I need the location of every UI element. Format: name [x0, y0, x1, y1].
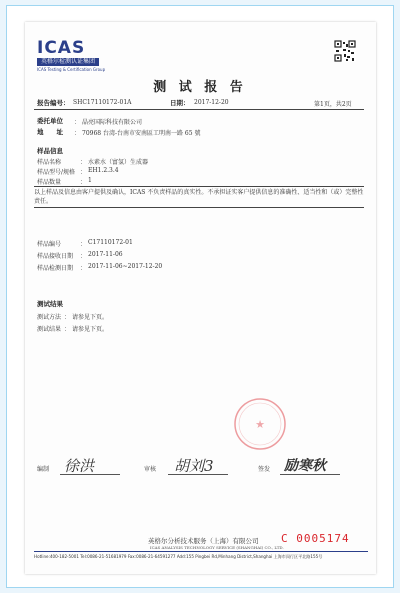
issued-label: 签发 — [258, 466, 271, 473]
reviewed-label: 审核 — [144, 466, 157, 473]
results-heading: 测试结果 — [37, 300, 63, 308]
sign-line — [60, 474, 120, 475]
compiled-label: 编制 — [37, 466, 50, 473]
sample-model: EH1.2.3.4 — [88, 167, 119, 174]
sign-line — [168, 474, 228, 475]
report-no: SHC17110172-01A — [73, 99, 132, 106]
sample-name: 水素水（富氢）生成器 — [88, 159, 149, 166]
client-name: 晶亮国际科技有限公司 — [82, 119, 143, 126]
company-seal — [232, 396, 288, 452]
receive-date-label: 样品接收日期 — [37, 253, 74, 260]
divider — [34, 207, 364, 208]
sample-info-heading: 样品信息 — [37, 147, 63, 155]
test-date: 2017-11-06~2017-12-20 — [88, 263, 163, 270]
reviewed-signature: 胡刘3 — [174, 457, 214, 475]
serial-number: C 0005174 — [281, 532, 350, 545]
sample-name-label: 样品名称 — [37, 159, 62, 166]
svg-text:★: ★ — [255, 418, 265, 431]
receive-date: 2017-11-06 — [88, 251, 123, 258]
footer-company-en: ICAS ANALYSIS TECHNOLOGY SERVICE (SHANGHAI) CO., LTD. — [150, 545, 284, 550]
divider — [34, 186, 364, 187]
sign-line — [280, 474, 340, 475]
report-no-label: 报告编号： — [37, 99, 70, 107]
sample-qty: 1 — [88, 177, 92, 184]
report-title: 测 试 报 告 — [153, 80, 247, 95]
client-label: 委托单位 — [37, 117, 63, 125]
logo-sub: ICAS Testing & Certification Group — [37, 67, 106, 72]
client-address: 70968 台湾-台南市安南區工明南一路 65 號 — [82, 130, 201, 137]
test-result-label: 测试结果 — [37, 326, 62, 333]
icas-logo — [37, 38, 106, 72]
divider — [34, 109, 364, 110]
test-date-label: 样品检测日期 — [37, 265, 74, 272]
sample-number-label: 样品编号 — [37, 241, 62, 248]
page-indicator: 第1页，共2页 — [314, 101, 352, 108]
report-date: 2017-12-20 — [194, 99, 229, 106]
issued-signature: 励寒秋 — [284, 458, 326, 474]
test-method-label: 测试方法 — [37, 314, 62, 321]
qr-code-icon — [334, 40, 356, 62]
footer-contact: Hotline:400-182-5001 Tel:0086-21-51681979 Fax:0086-21-64591277 Add:155 Pingbei Rd,Minhang District,Shanghai 上海市闵行区平北路155号 — [34, 554, 323, 559]
disclaimer: 以上样品及信息由客户提供及确认，ICAS 不负责样品的真实性。不承担证实客户提供信息的准确性、适当性和（或）完整性责任。 — [34, 189, 364, 205]
logo-band: 英格尔检测认证集团 — [37, 58, 99, 66]
test-result: 请参见下页。 — [72, 326, 109, 333]
address-label: 地 址 — [37, 128, 63, 136]
date-label: 日期： — [170, 99, 190, 107]
sample-qty-label: 样品数量 — [37, 179, 62, 186]
sample-number: C17110172-01 — [88, 239, 133, 246]
sample-model-label: 样品型号/规格 — [37, 169, 76, 176]
logo-text: ICAS — [37, 38, 86, 58]
divider — [34, 551, 368, 552]
compiled-signature: 徐洪 — [64, 457, 95, 475]
test-method: 请参见下页。 — [72, 314, 109, 321]
footer-company: 英格尔分析技术服务（上海）有限公司 — [148, 537, 259, 545]
